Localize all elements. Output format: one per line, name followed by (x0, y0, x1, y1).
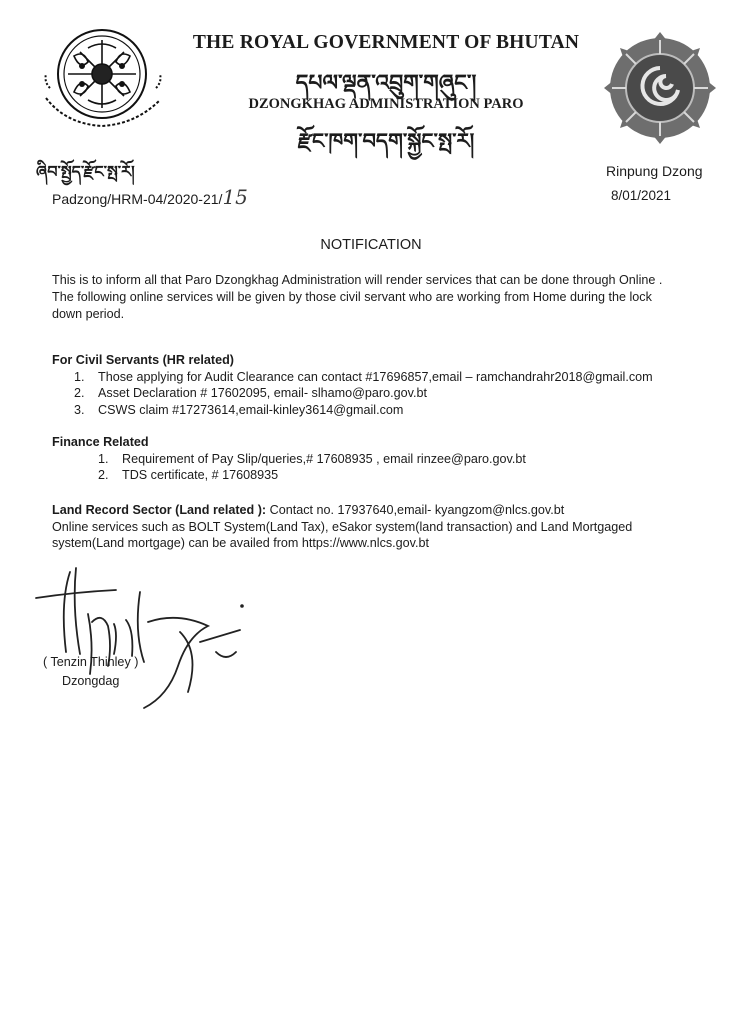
item-text: Requirement of Pay Slip/queries,# 17608935 , email rinzee@paro.gov.bt (122, 451, 526, 466)
item-number: 3. (74, 402, 85, 417)
notification-body (52, 272, 720, 323)
land-services-line: Online services such as BOLT System(Land Tax), eSakor system(land transaction) and Land Mortgaged (52, 519, 633, 534)
finance-title: Finance Related (52, 435, 149, 449)
letterhead-title-dzongkha: དཔལ་ལྡན་འབྲུག་གཞུང་། (295, 71, 477, 96)
item-number: 1. (74, 369, 85, 384)
issuing-place: Rinpung Dzong (606, 163, 703, 179)
item-text: TDS certificate, # 17608935 (122, 468, 279, 482)
land-record-line (52, 502, 728, 519)
signatory-name: ( Tenzin Thinley ) (43, 655, 139, 669)
intro-line: down period. (52, 307, 125, 321)
item-number: 1. (98, 451, 109, 466)
signatory-title: Dzongdag (62, 674, 120, 688)
item-number: 2. (98, 468, 109, 482)
intro-line: The following online services will be given by those civil servant who are working from Home during the lock (52, 290, 652, 304)
item-text: CSWS claim #17273614,email-kinley3614@gmail.com (98, 402, 404, 417)
royal-government-emblem-icon (36, 26, 170, 130)
reference-number (52, 185, 248, 209)
handwritten-signature (30, 562, 270, 712)
list-item (74, 369, 732, 386)
list-item (74, 385, 732, 402)
administration-name-dzongkha: རྫོང་ཁག་བདག་སྐྱོང་སྤ་རོ། (297, 129, 475, 153)
land-record-contact: Contact no. 17937640,email- kyangzom@nlcs.gov.bt (266, 503, 565, 517)
administration-name: DZONGKHAG ADMINISTRATION PARO (248, 96, 524, 112)
list-item (98, 451, 712, 468)
list-item (98, 467, 712, 484)
land-record-title: Land Record Sector (Land related ): (52, 503, 267, 517)
land-record-section (52, 502, 728, 552)
letterhead-title: THE ROYAL GOVERNMENT OF BHUTAN (192, 32, 580, 53)
reference-handwritten-number: 15 (222, 185, 248, 209)
reference-label-dzongkha: ཞིབ་སྤྱོད་རྫོང་སྤ་རོ། (36, 162, 135, 181)
dzongkhag-paro-logo-icon (604, 32, 716, 144)
list-item (74, 402, 732, 419)
intro-paragraph (52, 272, 720, 323)
item-text: Asset Declaration # 17602095, email- slhamo@paro.gov.bt (98, 386, 427, 400)
reference-number-text: Padzong/HRM-04/2020-21/ (52, 191, 223, 207)
finance-section (52, 434, 712, 484)
civil-servants-section (52, 352, 732, 418)
civil-servants-title: For Civil Servants (HR related) (52, 353, 234, 367)
issue-date: 8/01/2021 (611, 188, 672, 203)
item-text: Those applying for Audit Clearance can contact #17696857,email – ramchandrahr2018@gmail.com (98, 369, 653, 384)
intro-line: This is to inform all that Paro Dzongkhag Administration will render services that can be done through Online . (52, 273, 663, 287)
notification-heading: NOTIFICATION (320, 237, 422, 253)
land-services-line: system(Land mortgage) can be availed from https://www.nlcs.gov.bt (52, 536, 430, 550)
item-number: 2. (74, 386, 85, 400)
